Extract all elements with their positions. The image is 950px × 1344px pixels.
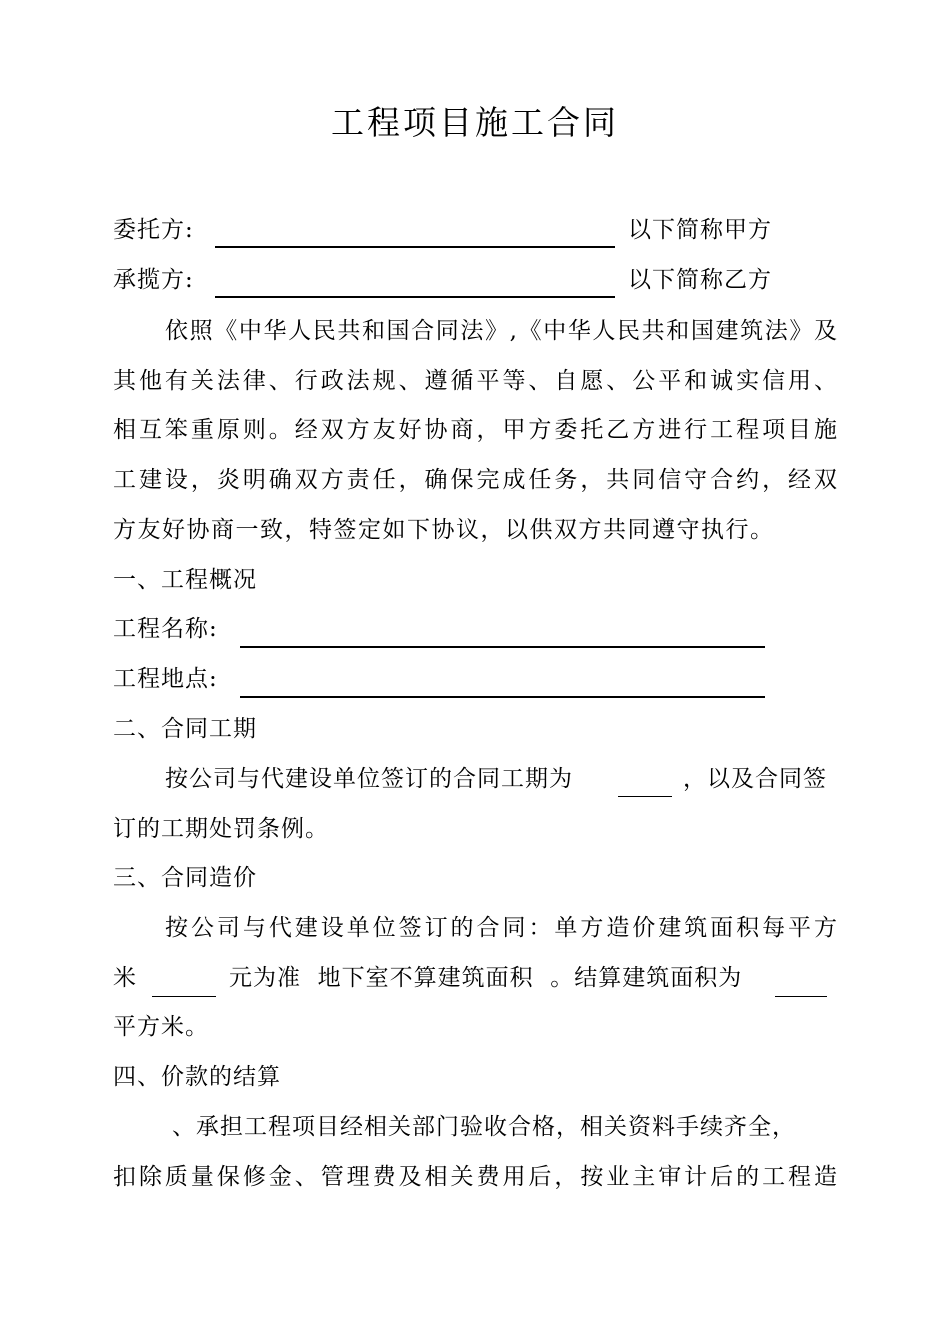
area-blank-line xyxy=(775,996,827,997)
preamble-line-1: 依照《中华人民共和国合同法》,《中华人民共和国建筑法》及 xyxy=(165,318,837,344)
preamble-line-4: 工建设，炎明确双方责任，确保完成任务，共同信守合约，经双 xyxy=(113,467,837,493)
section-2-line-1b: ，以及合同签 xyxy=(683,766,827,792)
section-1-heading: 一、工程概况 xyxy=(113,567,257,593)
section-4-heading: 四、价款的结算 xyxy=(113,1064,281,1090)
section-4-line-2: 扣除质量保修金、管理费及相关费用后，按业主审计后的工程造 xyxy=(113,1164,837,1190)
duration-blank-line xyxy=(618,796,672,797)
section-3-line-3: 平方米。 xyxy=(113,1014,209,1040)
project-location-blank-line xyxy=(240,696,765,698)
preamble-line-5: 方友好协商一致，特签定如下协议，以供双方共同遵守执行。 xyxy=(113,517,775,543)
project-name-blank-line xyxy=(240,646,765,648)
client-blank-line xyxy=(215,246,615,248)
client-label: 委托方: xyxy=(113,217,194,243)
section-2-line-2: 订的工期处罚条例。 xyxy=(113,816,329,842)
preamble-line-3: 相互笨重原则。经双方友好协商，甲方委托乙方进行工程项目施 xyxy=(113,417,837,443)
section-3-line-1: 按公司与代建设单位签订的合同：单方造价建筑面积每平方 xyxy=(165,915,837,941)
section-3-line-2a: 米 xyxy=(113,965,137,991)
preamble-line-2: 其他有关法律、行政法规、遵循平等、自愿、公平和诚实信用、 xyxy=(113,368,837,394)
section-2-heading: 二、合同工期 xyxy=(113,716,257,742)
section-2-line-1a: 按公司与代建设单位签订的合同工期为 xyxy=(165,766,573,792)
client-suffix: 以下简称甲方 xyxy=(628,217,772,243)
project-location-label: 工程地点: xyxy=(113,666,218,692)
section-3-line-2b: 元为准 地下室不算建筑面积 。结算建筑面积为 xyxy=(229,965,743,991)
section-3-heading: 三、合同造价 xyxy=(113,865,257,891)
unit-price-blank-line xyxy=(152,996,216,997)
project-name-label: 工程名称: xyxy=(113,616,218,642)
section-4-line-1: 、承担工程项目经相关部门验收合格，相关资料手续齐全， xyxy=(172,1114,796,1140)
contractor-blank-line xyxy=(215,296,615,298)
page-title: 工程项目施工合同 xyxy=(331,103,619,142)
contractor-suffix: 以下简称乙方 xyxy=(628,267,772,293)
contractor-label: 承揽方: xyxy=(113,267,194,293)
